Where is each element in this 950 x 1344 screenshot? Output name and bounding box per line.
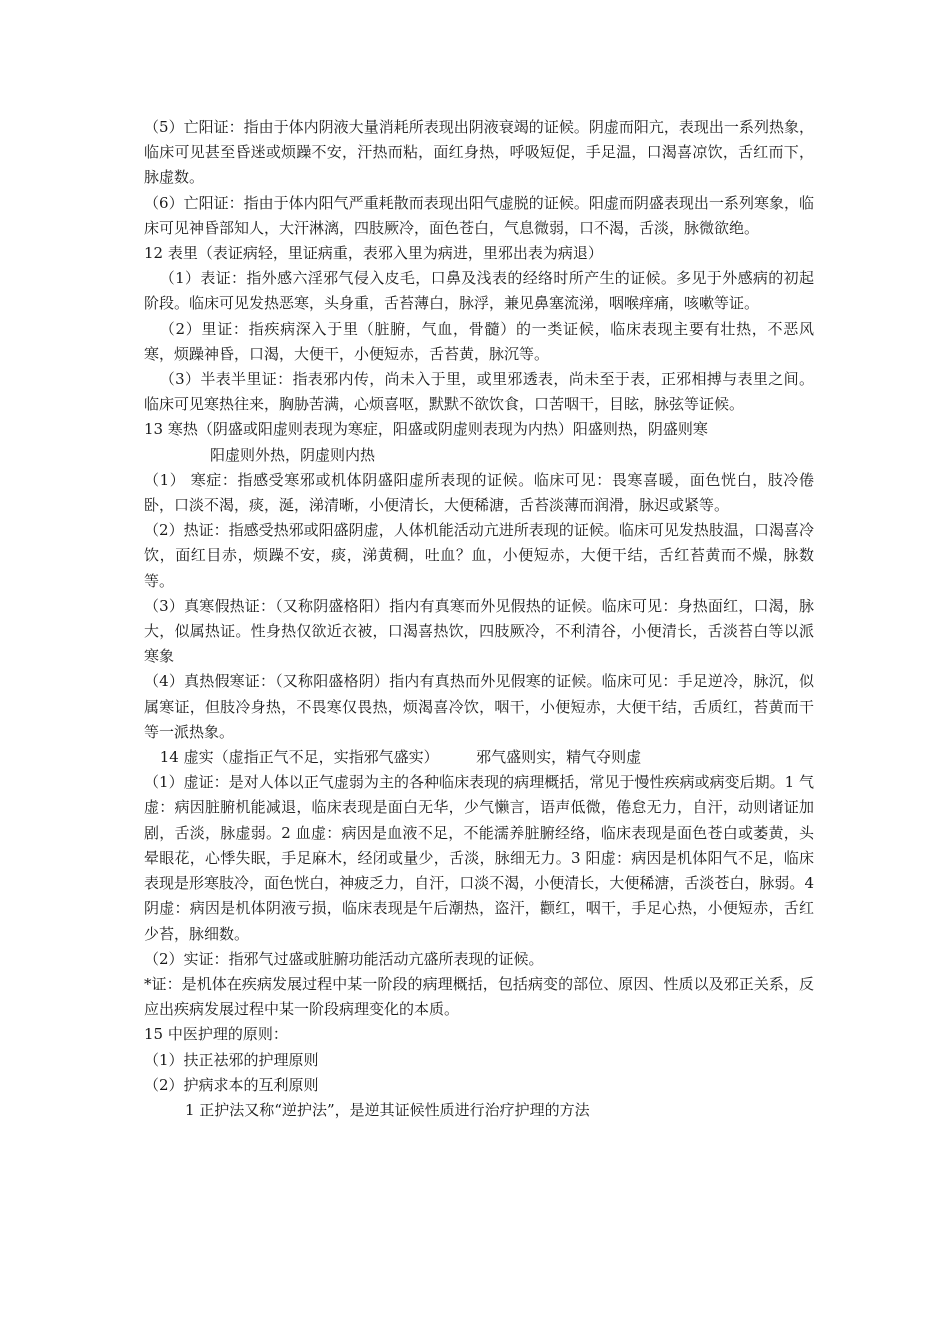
heading-hanre: 13 寒热（阴盛或阳虚则表现为寒症，阳盛或阴虚则表现为内热）阳盛则热，阴盛则寒	[144, 420, 708, 439]
heading-hanre-continued: 阳虚则外热，阴虚则内热	[210, 445, 376, 464]
paragraph-banbiaobanli: （3）半表半里证：指表邪内传，尚未入于里，或里邪透表，尚未至于表，正邪相搏与表里之间。临床可见寒热往来，胸胁苦满，心烦喜呕，默默不欲饮食，口苦咽干，目眩，脉弦等证候。	[144, 370, 814, 414]
list-item-zhenghufa: 1 正护法又称“逆护法”，是逆其证候性质进行治疗护理的方法	[185, 1100, 590, 1119]
paragraph-lizheng: （2）里证：指疾病深入于里（脏腑，气血，骨髓）的一类证候，临床表现主要有壮热，不恶风寒，烦躁神昏，口渴，大便干，小便短赤，舌苔黄，脉沉等。	[144, 319, 814, 363]
document-page	[144, 115, 814, 1123]
paragraph-zhenre-jiahan: （4）真热假寒证：（又称阳盛格阴）指内有真热而外见假寒的证候。临床可见：手足逆冷，脉沉，似属寒证，但肢冷身热，不畏寒仅畏热，烦渴喜冷饮，咽干，小便短赤，大便干结，舌质红，苔黄而干等一派热象。	[144, 672, 814, 741]
paragraph-biaozheng: （1）表证：指外感六淫邪气侵入皮毛，口鼻及浅表的经络时所产生的证候。多见于外感病的初起阶段。临床可见发热恶寒，头身重，舌苔薄白，脉浮，兼见鼻塞流涕，咽喉痒痛，咳嗽等证。	[144, 269, 814, 313]
paragraph-zhenhan-jiare: （3）真寒假热证：（又称阴盛格阳）指内有真寒而外见假热的证候。临床可见：身热面红，口渴，脉大，似属热证。性身热仅欲近衣被，口渴喜热饮，四肢厥冷，不利清谷，小便清长，舌淡苔白等以派寒象	[144, 596, 814, 666]
heading-huli-yuanze: 15 中医护理的原则：	[144, 1025, 288, 1044]
heading-xushi: 14 虚实（虚指正气不足，实指邪气盛实） 邪气盛则实，精气夺则虚	[159, 748, 642, 767]
paragraph-hanzheng: （1） 寒症：指感受寒邪或机体阴盛阳虚所表现的证候。临床可见：畏寒喜暖，面色恍白，肢冷倦卧，口淡不渴，痰，涎，涕清晰，小便清长，大便稀溏，舌苔淡薄而润滑，脉迟或紧等。	[144, 470, 814, 515]
paragraph-xuzheng: （1）虚证：是对人体以正气虚弱为主的各种临床表现的病理概括，常见于慢性疾病或病变后期。1 气虚：病因脏腑机能减退，临床表现是面白无华，少气懒言，语声低微，倦怠无力，自汗，动则诸证加剧，舌淡，脉虚弱。2 血虚：病因是血液不足，不能濡养脏腑经络，临床表现是面色苍白或萎黄，头晕眼花，心悸失眠，手足麻木，经闭或量少，舌淡，脉细无力。3 阳虚：病因是机体阳气不足，临床表现是形寒肢冷，面色恍白，神疲乏力，自汗，口淡不渴，小便清长，大便稀溏，舌淡苍白，脉弱。4 阴虚：病因是机体阴液亏损，临床表现是午后潮热，盗汗，颧红，咽干，手足心热，小便短赤，舌红少苔，脉细数。	[144, 773, 814, 943]
list-item-hubing-qiuben: （2）护病求本的互利原则	[144, 1075, 319, 1094]
paragraph-shizheng: （2）实证：指邪气过盛或脏腑功能活动亢盛所表现的证候。	[144, 949, 544, 968]
paragraph-rezheng: （2）热证：指感受热邪或阳盛阴虚，人体机能活动亢进所表现的证候。临床可见发热肢温，口渴喜冷饮，面红目赤，烦躁不安，痰，涕黄稠，吐血？血，小便短赤，大便干结，舌红苔黄而不燥，脉数等。	[144, 521, 814, 590]
list-item-fuzheng-quxie: （1）扶正祛邪的护理原则	[144, 1050, 319, 1069]
paragraph-wangyang-5: （5）亡阳证：指由于体内阴液大量消耗所表现出阴液衰竭的证候。阴虚而阳亢，表现出一系列热象，临床可见甚至昏迷或烦躁不安，汗热而粘，面红身热，呼吸短促，手足温，口渴喜凉饮，舌红而下，脉虚数。	[144, 118, 814, 187]
heading-biaoli: 12 表里（表证病轻，里证病重，表邪入里为病进，里邪出表为病退）	[144, 244, 603, 263]
paragraph-zheng-definition: *证：是机体在疾病发展过程中某一阶段的病理概括，包括病变的部位、原因、性质以及邪正关系，反应出疾病发展过程中某一阶段病理变化的本质。	[144, 974, 814, 1019]
paragraph-wangyang-6: （6）亡阳证：指由于体内阳气严重耗散而表现出阳气虚脱的证候。阳虚而阴盛表现出一系列寒象，临床可见神昏部知人，大汗淋漓，四肢厥冷，面色苍白，气息微弱，口不渴，舌淡，脉微欲绝。	[144, 193, 814, 237]
